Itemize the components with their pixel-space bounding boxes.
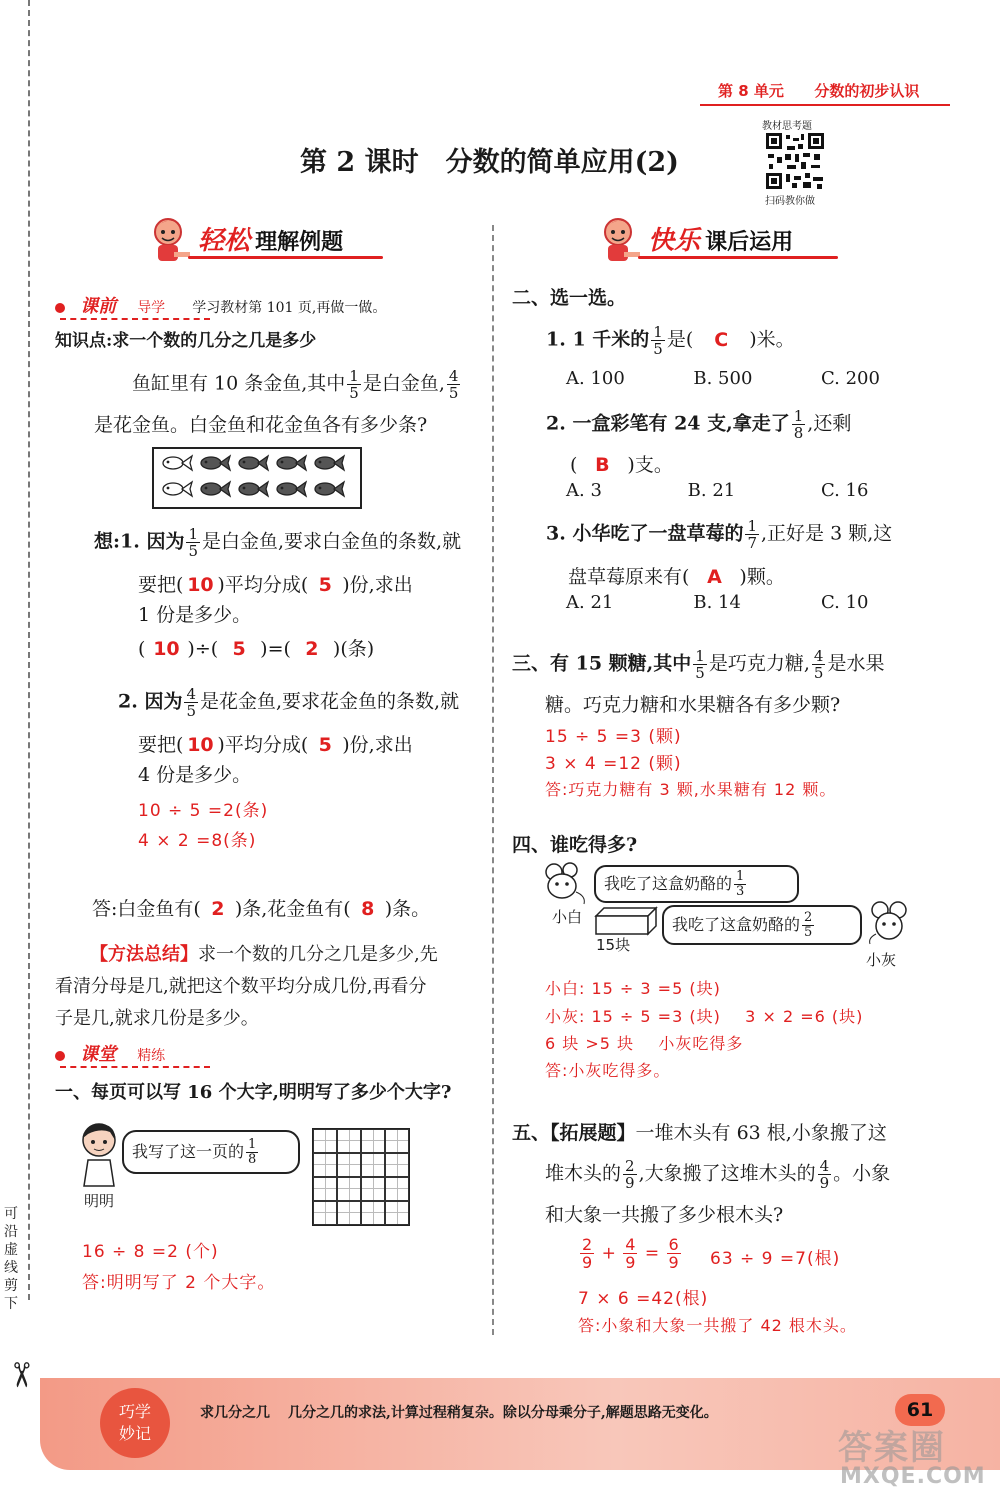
fraction: $\frac{1}{5}$: [695, 647, 705, 682]
character-name: 明明: [84, 1192, 115, 1210]
header-rule: [700, 104, 950, 106]
grid-cell: [361, 1153, 385, 1177]
in-class-tag: [55, 1040, 165, 1066]
page-number: 61: [895, 1394, 945, 1426]
handwritten-fraction-sum: $\frac{2}{9}$ + $\frac{4}{9}$ = $\frac{6}{9}$: [582, 1235, 679, 1272]
fraction: $\frac{4}{5}$: [186, 685, 196, 720]
grid-cell: [385, 1129, 409, 1153]
fish-icon: [160, 452, 194, 474]
think-line6: 4 份是多少。: [138, 764, 252, 786]
q2-item3: 3. 小华吃了一盘草莓的 $\frac{1}{7}$ ,正好是 3 颗,这: [546, 517, 893, 552]
fish-icon: [274, 478, 308, 500]
option: C. 16: [820, 480, 869, 501]
grid-cell: [337, 1129, 361, 1153]
watermark-url: MXQE.COM: [840, 1464, 986, 1489]
fraction: $\frac{1}{8}$: [793, 407, 804, 442]
option: B. 14: [693, 592, 741, 613]
handwritten-calc: 10 ÷ 5 =2(条): [138, 801, 269, 821]
option: C. 200: [821, 368, 880, 389]
grid-cell: [313, 1153, 337, 1177]
handwritten-calc: 16 ÷ 8 =2 (个): [82, 1242, 219, 1262]
tag-underline: [60, 318, 210, 320]
banner-word1: 轻松: [198, 226, 251, 256]
tag-sub: 精练: [137, 1048, 166, 1064]
left-banner: [148, 216, 383, 266]
fraction: $\frac{1}{5}$: [653, 323, 663, 358]
question-5: 五、【拓展题】一堆木头有 63 根,小象搬了这: [512, 1122, 887, 1144]
fraction: $\frac{2}{5}$: [804, 910, 813, 940]
banner-underline: [188, 256, 383, 259]
right-banner: [598, 216, 838, 266]
banner-word2: 课后运用: [705, 230, 794, 255]
grid-cell: [337, 1153, 361, 1177]
fish-icon: [312, 452, 346, 474]
character-name: 小白: [552, 908, 583, 926]
method-line1: 【方法总结】求一个数的几分之几是多少,先: [90, 944, 438, 965]
writing-grid: [312, 1128, 410, 1226]
question-2-title: 二、选一选。: [512, 287, 627, 309]
fish-icon: [198, 478, 232, 500]
fraction: $\frac{4}{5}$: [813, 647, 824, 682]
grid-cell: [337, 1177, 361, 1201]
tag-dot-icon: [55, 303, 65, 313]
mouse-icon: [540, 862, 588, 906]
fraction: $\frac{1}{7}$: [747, 517, 757, 552]
fraction: $\frac{1}{5}$: [188, 525, 199, 560]
grid-cell: [385, 1177, 409, 1201]
option: B. 21: [687, 480, 736, 501]
q2-item1: 1. 1 千米的 $\frac{1}{5}$ 是( C )米。: [546, 323, 795, 358]
q2-item2: 2. 一盒彩笔有 24 支,拿走了 $\frac{1}{8}$ ,还剩: [546, 407, 852, 442]
handwritten-answer: 答:小象和大象一共搬了 42 根木头。: [578, 1316, 857, 1335]
option: C. 10: [821, 592, 869, 613]
question-1: 一、每页可以写 16 个大字,明明写了多少个大字?: [55, 1082, 452, 1103]
question-4-title: 四、谁吃得多?: [512, 834, 638, 856]
fraction: $\frac{4}{5}$: [448, 367, 459, 402]
question-3: 三、有 15 颗糖,其中 $\frac{1}{5}$ 是巧克力糖, $\frac{4}{5}$ 是水果: [512, 647, 885, 682]
q2-item2-options: [566, 480, 896, 501]
fraction: $\frac{1}{3}$: [736, 869, 745, 899]
footer-badge: 巧学 妙记: [100, 1388, 170, 1458]
fraction: $\frac{1}{5}$: [349, 367, 359, 402]
knowledge-point: 知识点:求一个数的几分之几是多少: [55, 331, 317, 351]
handwritten-calc: 小灰: 15 ÷ 5 =3 (块) 3 × 2 =6 (块): [545, 1007, 864, 1026]
grid-cell: [337, 1201, 361, 1225]
q2-item3-options: [566, 592, 896, 613]
handwritten-calc: 63 ÷ 9 =7(根): [710, 1249, 841, 1269]
handwritten-answer: 答:巧克力糖有 3 颗,水果糖有 12 颗。: [545, 780, 837, 799]
banner-word1: 快乐: [648, 226, 701, 256]
think-line5: 要把( 10 )平均分成( 5 )份,求出: [138, 734, 413, 756]
handwritten-calc: 4 × 2 =8(条): [138, 831, 257, 851]
qr-top-label: 教材思考题: [762, 121, 812, 132]
cheese-box-icon: [594, 906, 658, 936]
qr-code: [765, 132, 825, 190]
fraction: $\frac{1}{8}$: [248, 1137, 257, 1167]
footer-tip: 求几分之几 几分之几的求法,计算过程稍复杂。除以分母乘分子,解题思路无变化。: [200, 1405, 718, 1421]
handwritten-answer: 答:小灰吃得多。: [545, 1061, 671, 1080]
q2-item2-line2: ( B )支。: [570, 454, 673, 476]
question-5-line3: 和大象一共搬了多少根木头?: [545, 1204, 784, 1226]
question-5-line2: 堆木头的 $\frac{2}{9}$ ,大象搬了这堆木头的 $\frac{4}{9}$ 。小象: [545, 1157, 891, 1192]
tag-dot-icon: [55, 1051, 65, 1061]
banner-word2: 理解例题: [255, 230, 344, 255]
cut-line: [28, 0, 30, 1300]
question-3-line2: 糖。巧克力糖和水果糖各有多少颗?: [545, 694, 841, 716]
boy-icon: [76, 1120, 122, 1188]
grid-cell: [313, 1129, 337, 1153]
grid-cell: [313, 1201, 337, 1225]
handwritten-calc: 15 ÷ 5 =3 (颗): [545, 727, 682, 747]
handwritten-calc: 7 × 6 =42(根): [578, 1289, 709, 1309]
fish-icon: [160, 478, 194, 500]
qr-bottom-label: 扫码教你做: [765, 196, 815, 207]
option: B. 500: [693, 368, 753, 389]
handwritten-calc: 3 × 4 =12 (颗): [545, 754, 682, 774]
fraction: $\frac{4}{9}$: [819, 1157, 830, 1192]
page-title: 第 2 课时 分数的简单应用(2): [300, 147, 679, 178]
speech-bubble: 我吃了这盒奶酪的 $\frac{2}{5}$: [662, 905, 862, 945]
pre-class-note: 学习教材第 101 页,再做一做。: [192, 300, 387, 316]
answer-line: 答:白金鱼有( 2 )条,花金鱼有( 8 )条。: [92, 898, 431, 920]
option: A. 3: [566, 480, 602, 501]
q2-item1-options: [566, 368, 896, 389]
cheese-label: 15块: [596, 936, 631, 954]
speech-bubble: 我写了这一页的 $\frac{1}{8}$: [122, 1130, 300, 1174]
fraction: $\frac{2}{9}$: [625, 1157, 635, 1192]
fish-icon: [274, 452, 308, 474]
tag-underline: [60, 1066, 210, 1068]
think-line2: 要把( 10 )平均分成( 5 )份,求出: [138, 574, 413, 596]
fish-icon: [312, 478, 346, 500]
mouse-icon: [864, 900, 912, 946]
handwritten-calc: 小白: 15 ÷ 3 =5 (块): [545, 979, 721, 998]
option: A. 21: [566, 592, 614, 613]
grid-cell: [313, 1177, 337, 1201]
grid-cell: [361, 1177, 385, 1201]
tag-main: 课堂: [80, 1044, 117, 1065]
character-name: 小灰: [866, 951, 897, 969]
grid-cell: [385, 1153, 409, 1177]
handwritten-answer: 答:明明写了 2 个大字。: [82, 1273, 276, 1293]
think-eq1: ( 10 )÷( 5 )=( 2 )(条): [138, 638, 375, 660]
fish-icon: [236, 452, 270, 474]
method-line3: 子是几,就求几份是多少。: [55, 1008, 259, 1029]
speech-bubble: 我吃了这盒奶酪的 $\frac{1}{3}$: [594, 865, 799, 903]
cut-hint: 可沿虚线剪下: [4, 1206, 18, 1312]
q2-item3-line2: 盘草莓原来有( A )颗。: [568, 566, 785, 588]
scissors-icon: ✂: [0, 1360, 41, 1390]
grid-cell: [361, 1129, 385, 1153]
tag-sub: 导学: [137, 300, 166, 316]
grid-cell: [385, 1201, 409, 1225]
fish-box: [152, 447, 362, 509]
method-line2: 看清分母是几,就把这个数平均分成几份,再看分: [55, 976, 427, 997]
column-divider: [492, 225, 494, 1335]
think-line1: 想:1. 因为 $\frac{1}{5}$ 是白金鱼,要求白金鱼的条数,就: [94, 525, 462, 560]
unit-title: 分数的初步认识: [814, 82, 920, 100]
handwritten-calc: 6 块 >5 块 小灰吃得多: [545, 1034, 744, 1053]
pre-class-tag: [55, 292, 386, 318]
watermark: 答案圈: [838, 1428, 946, 1468]
tag-main: 课前: [80, 296, 117, 317]
fish-icon: [198, 452, 232, 474]
think-line4: 2. 因为 $\frac{4}{5}$ 是花金鱼,要求花金鱼的条数,就: [118, 685, 460, 720]
option: A. 100: [566, 368, 625, 389]
unit-header: [718, 80, 919, 101]
banner-underline: [638, 256, 838, 259]
kid-icon: [148, 216, 192, 266]
example-line2: 是花金鱼。白金鱼和花金鱼各有多少条?: [94, 414, 428, 436]
grid-cell: [361, 1201, 385, 1225]
unit-number: 第 8 单元: [718, 82, 784, 100]
kid-icon: [598, 216, 642, 266]
fish-icon: [236, 478, 270, 500]
example-line1: 鱼缸里有 10 条金鱼,其中 $\frac{1}{5}$ 是白金鱼, $\frac{4}{5}$: [132, 367, 459, 402]
think-line3: 1 份是多少。: [138, 604, 252, 626]
